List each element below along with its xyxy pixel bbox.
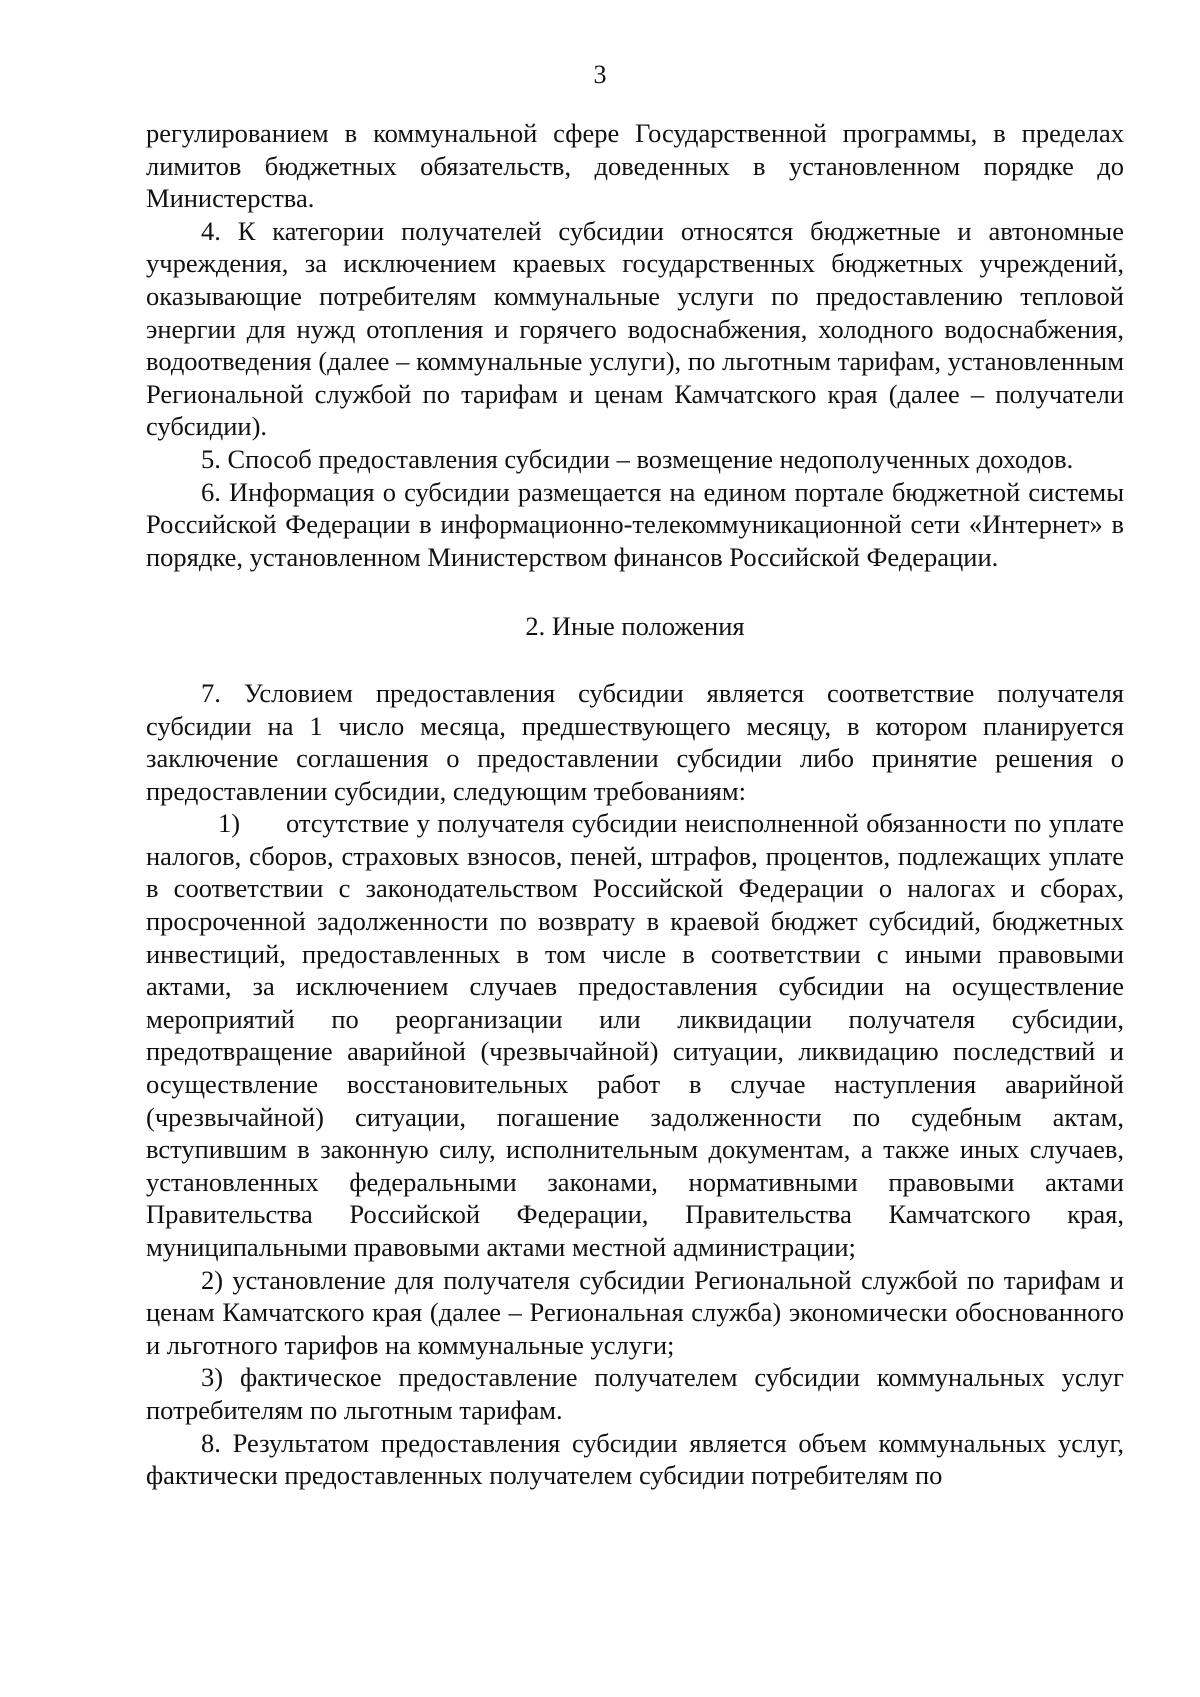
page-number: 3 xyxy=(593,60,607,89)
list-item-text: отсутствие у получателя субсидии неисполненной обязанности по уплате налогов, сборов, страховых взносов, пеней, штрафов, процентов, подлежащих уплате в соответствии с законодательством Российской Федерации о налогах и сборах, просроченной задолженности по возврату в краевой бюджет субсидий, бюджетных инвестиций, предоставленных в том числе в соответствии с иными правовыми актами, за исключением случаев предоставления субсидии на осуществление мероприятий по реорганизации или ликвидации получателя субсидии, предотвращение аварийной (чрезвычайной) ситуации, ликвидацию последствий и осуществление восстановительных работ в случае наступления аварийной (чрезвычайной) ситуации, погашение задолженности по судебным актам, вступившим в законную силу, исполнительным документам, а также иных случаев, установленных федеральными законами, нормативными правовыми актами Правительства Российской Федерации, Правительства Камчатского края, муниципальными правовыми актами местной администрации; xyxy=(146,808,1124,1262)
list-item-1 xyxy=(146,807,1124,1263)
list-marker: 1) xyxy=(218,808,241,839)
section-heading: 2. Иные положения xyxy=(525,611,745,642)
paragraph-7: 7. Условием предоставления субсидии является соответствие получателя субсидии на 1 число месяца, предшествующего месяцу, в котором планируется заключение соглашения о предоставлении субсидии либо принятие решения о предоставлении субсидии, следующим требованиям: xyxy=(146,677,1124,806)
continuation-paragraph: регулированием в коммунальной сфере Государственной программы, в пределах лимитов бюджетных обязательств, доведенных в установленном порядке до Министерства. xyxy=(146,118,1124,214)
paragraph-5: 5. Способ предоставления субсидии – возмещение недополученных доходов. xyxy=(201,443,1074,474)
paragraph-6: 6. Информация о субсидии размещается на едином портале бюджетной системы Российской Федерации в информационно-телекоммуникационной сети «Интернет» в порядке, установленном Министерством финансов Российской Федерации. xyxy=(146,476,1124,572)
paragraph-4: 4. К категории получателей субсидии относятся бюджетные и автономные учреждения, за исключением краевых государственных бюджетных учреждений, оказывающие потребителям коммунальные услуги по предоставлению тепловой энергии для нужд отопления и горячего водоснабжения, холодного водоснабжения, водоотведения (далее – коммунальные услуги), по льготным тарифам, установленным Региональной службой по тарифам и ценам Камчатского края (далее – получатели субсидии). xyxy=(146,215,1124,442)
list-item-3: 3) фактическое предоставление получателем субсидии коммунальных услуг потребителям по льготным тарифам. xyxy=(146,1362,1124,1425)
paragraph-8: 8. Результатом предоставления субсидии является объем коммунальных услуг, фактически предоставленных получателем субсидии потребителям по xyxy=(146,1427,1124,1491)
document-body xyxy=(146,117,1124,1492)
list-item-2: 2) установление для получателя субсидии Региональной службой по тарифам и ценам Камчатского края (далее – Региональная служба) экономически обоснованного и льготного тарифов на коммунальные услуги; xyxy=(146,1264,1124,1360)
